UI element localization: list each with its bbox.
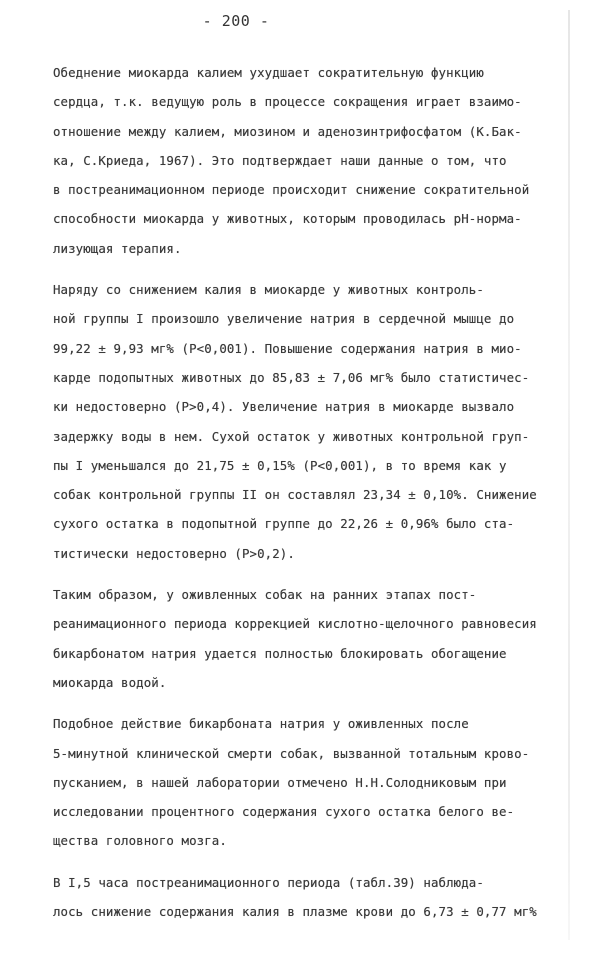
body-text (53, 58, 573, 926)
paragraph-5 (53, 868, 573, 927)
text-line: Подобное действие бикарбоната натрия у оживленных после (53, 716, 469, 732)
paragraph-4 (53, 709, 573, 855)
text-line: задержку воды в нем. Сухой остаток у животных контрольной груп- (53, 428, 530, 444)
text-line: Обеднение миокарда калием ухудшает сократительную функцию (53, 65, 484, 80)
text-line: В I,5 часа постреанимационного периода (табл.39) наблюда- (53, 874, 484, 890)
paragraph-3 (53, 580, 573, 697)
text-line: пы I уменьшался до 21,75 ± 0,15% (Р<0,001), в то время как у (53, 457, 507, 473)
text-line: ки недостоверно (Р>0,4). Увеличение натрия в миокарде вызвало (53, 399, 515, 415)
text-line: собак контрольной группы II он составлял 23,34 ± 0,10%. Снижение (53, 487, 537, 503)
text-line: карде подопытных животных до 85,83 ± 7,06 мг% было статистичес- (53, 369, 530, 385)
text-line: 99,22 ± 9,93 мг% (Р<0,001). Повышение содержания натрия в мио- (53, 340, 522, 356)
text-line: бикарбонатом натрия удается полностью блокировать обогащение (53, 645, 507, 661)
text-line: Таким образом, у оживленных собак на ранних этапах пост- (53, 587, 477, 603)
paragraph-1 (53, 58, 573, 263)
text-line: лизующая терапия. (53, 240, 182, 256)
text-line: способности миокарда у животных, которым проводилась рН-норма- (53, 211, 522, 227)
text-line: отношение между калием, миозином и аденозинтрифосфатом (К.Бак- (53, 123, 522, 139)
text-line: пусканием, в нашей лаборатории отмечено Н.Н.Солодниковым при (53, 774, 507, 790)
text-line: исследовании процентного содержания сухого остатка белого ве- (53, 804, 515, 820)
text-line: миокарда водой. (53, 674, 167, 690)
text-line: ка, С.Криеда, 1967). Это подтверждает наши данные о том, что (53, 152, 507, 168)
text-line: лось снижение содержания калия в плазме крови до 6,73 ± 0,77 мг% (53, 904, 537, 920)
page-number: - 200 - (202, 12, 270, 30)
text-line: тистически недостоверно (Р>0,2). (53, 545, 295, 561)
text-line: сухого остатка в подопытной группе до 22,26 ± 0,96% было ста- (53, 516, 515, 532)
text-line: реанимационного периода коррекцией кислотно-щелочного равновесия (53, 616, 537, 632)
paragraph-2 (53, 275, 573, 568)
text-line: в постреанимационном периоде происходит снижение сократительной (53, 182, 530, 198)
text-line: щества головного мозга. (53, 833, 227, 849)
text-line: 5-минутной клинической смерти собак, вызванной тотальным крово- (53, 745, 530, 761)
text-line: сердца, т.к. ведущую роль в процессе сокращения играет взаимо- (53, 94, 522, 110)
text-line: ной группы I произошло увеличение натрия в сердечной мышце до (53, 311, 515, 327)
text-line: Наряду со снижением калия в миокарде у животных контроль- (53, 282, 484, 298)
